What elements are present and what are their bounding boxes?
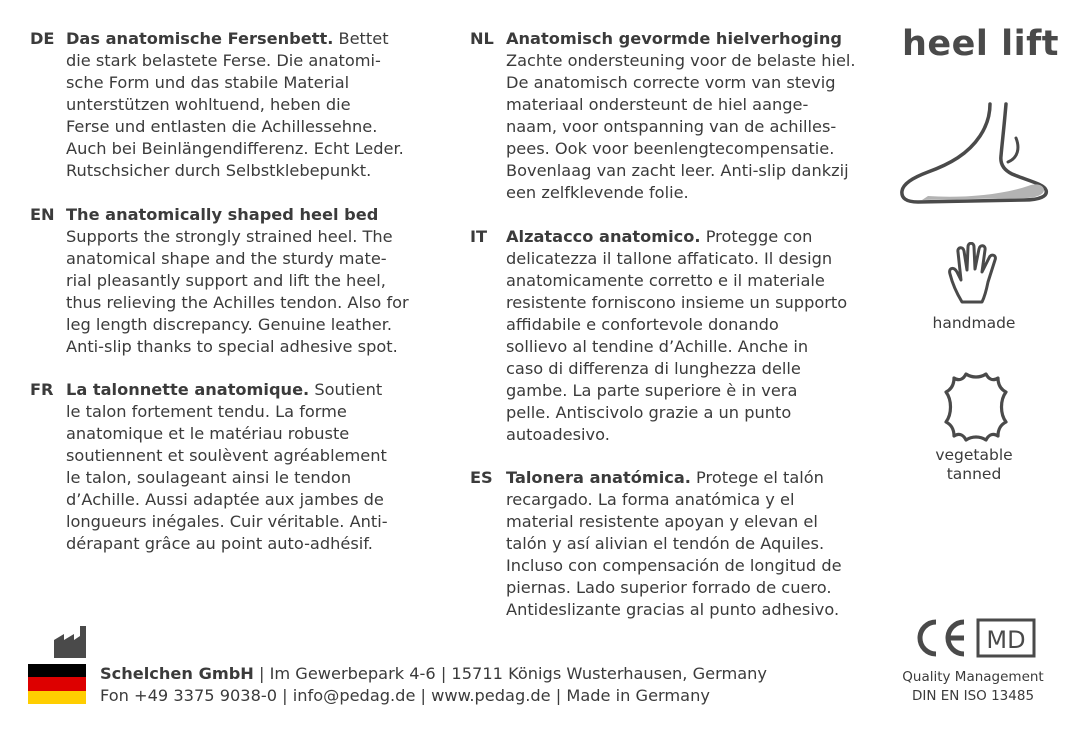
section-line: anatomicamente corretto e il materiale (506, 271, 825, 290)
language-code-de: DE (30, 29, 55, 48)
section-line: resistente forniscono insieme un supporto (506, 293, 848, 312)
ce-mark-icon (914, 618, 970, 658)
section-line: material resistente apoyan y elevan el (506, 512, 818, 531)
section-line: autoadesivo. (506, 425, 610, 444)
section-line: soutiennent et soulèvent agréablement (66, 446, 387, 465)
section-line: dérapant grâce au point auto-adhésif. (66, 534, 373, 553)
section-es (470, 467, 842, 621)
language-code-fr: FR (30, 380, 54, 399)
section-line: sollievo al tendine d’Achille. Anche in (506, 337, 809, 356)
section-line: thus relieving the Achilles tendon. Also for (66, 293, 409, 312)
language-code-nl: NL (470, 29, 494, 48)
handmade-caption: handmade (932, 314, 1016, 332)
section-line: leg length discrepancy. Genuine leather. (66, 315, 393, 334)
section-line: sche Form und das stabile Material (66, 73, 350, 92)
product-title: heel lift (902, 24, 1060, 64)
section-line: piernas. Lado superior forrado de cuero. (506, 578, 832, 597)
section-line: Protegge con (700, 227, 813, 246)
language-code-it: IT (470, 227, 488, 246)
section-title-it: Alzatacco anatomico. (506, 227, 701, 246)
section-line: Antideslizante gracias al punto adhesivo. (506, 600, 840, 619)
company-address (100, 664, 767, 683)
section-title-es: Talonera anatómica. (506, 468, 691, 487)
section-line: caso di differenza di lunghezza delle (506, 359, 801, 378)
section-line: naam, voor ontspanning van de achilles- (506, 117, 837, 136)
section-line: Supports the strongly strained heel. The (66, 227, 393, 246)
language-code-en: EN (30, 205, 55, 224)
section-line: talón y así alivian el tendón de Aquiles. (506, 534, 825, 553)
section-line: Zachte ondersteuning voor de belaste hiel. (506, 51, 856, 70)
section-title-de: Das anatomische Fersenbett. (66, 29, 334, 48)
section-title-nl: Anatomisch gevormde hielverhoging (506, 29, 842, 48)
section-line: gambe. La parte superiore è in vera (506, 381, 798, 400)
section-title-fr: La talonnette anatomique. (66, 380, 310, 399)
vegetable-label: vegetable (935, 446, 1013, 464)
section-line: Soutient (309, 380, 383, 399)
vegetable-tanned-caption (904, 446, 1044, 484)
section-line: die stark belastete Ferse. Die anatomi- (66, 51, 381, 70)
section-line: pees. Ook voor beenlengtecompensatie. (506, 139, 835, 158)
address-text: | Im Gewerbepark 4-6 | 15711 Königs Wusterhausen, Germany (253, 664, 767, 683)
foot-heel-icon (898, 98, 1058, 208)
section-line: Rutschsicher durch Selbstklebepunkt. (66, 161, 372, 180)
language-code-es: ES (470, 468, 493, 487)
section-line: Incluso con compensación de longitud de (506, 556, 842, 575)
section-line: een zelfklevende folie. (506, 183, 689, 202)
md-label: MD (986, 626, 1026, 654)
section-line: Ferse und entlasten die Achillessehne. (66, 117, 378, 136)
section-line: Bovenlaag van zacht leer. Anti-slip dankzij (506, 161, 849, 180)
factory-icon (52, 626, 88, 658)
section-line: d’Achille. Aussi adaptée aux jambes de (66, 490, 384, 509)
contact-info: Fon +49 3375 9038-0 | info@pedag.de | www.pedag.de | Made in Germany (100, 686, 710, 705)
section-line: De anatomisch correcte vorm van stevig (506, 73, 836, 92)
section-line: le talon fortement tendu. La forme (66, 402, 347, 421)
leather-hide-icon (944, 372, 1008, 442)
section-line: affidabile e confortevole donando (506, 315, 779, 334)
section-line: delicatezza il tallone affaticato. Il design (506, 249, 833, 268)
section-de (30, 28, 404, 182)
section-nl (470, 28, 856, 204)
section-line: materiaal ondersteunt de hiel aange- (506, 95, 809, 114)
section-line: pelle. Antiscivolo grazie a un punto (506, 403, 792, 422)
section-line: Anti-slip thanks to special adhesive spot. (66, 337, 398, 356)
section-line: longueurs inégales. Cuir véritable. Anti- (66, 512, 388, 531)
section-line: anatomical shape and the sturdy mate- (66, 249, 387, 268)
company-name: Schelchen GmbH (100, 664, 254, 683)
section-it (470, 226, 847, 446)
quality-line-2: DIN EN ISO 13485 (911, 688, 1035, 704)
section-fr (30, 379, 388, 555)
quality-line-1: Quality Management (902, 669, 1044, 685)
section-line: Auch bei Beinlängendifferenz. Echt Leder. (66, 139, 404, 158)
hand-icon (944, 242, 1008, 306)
md-mark-icon (976, 618, 1036, 658)
section-line: Protege el talón (690, 468, 824, 487)
section-line: le talon, soulageant ainsi le tendon (66, 468, 352, 487)
section-line: anatomique et le matériau robuste (66, 424, 350, 443)
section-en (30, 204, 409, 358)
quality-management (888, 668, 1058, 706)
germany-flag-icon (28, 664, 86, 704)
section-line: unterstützen wohltuend, heben die (66, 95, 351, 114)
tanned-label: tanned (946, 465, 1002, 483)
section-line: Bettet (333, 29, 389, 48)
section-line: recargado. La forma anatómica y el (506, 490, 795, 509)
section-line: rial pleasantly support and lift the heel, (66, 271, 386, 290)
section-title-en: The anatomically shaped heel bed (66, 205, 379, 224)
